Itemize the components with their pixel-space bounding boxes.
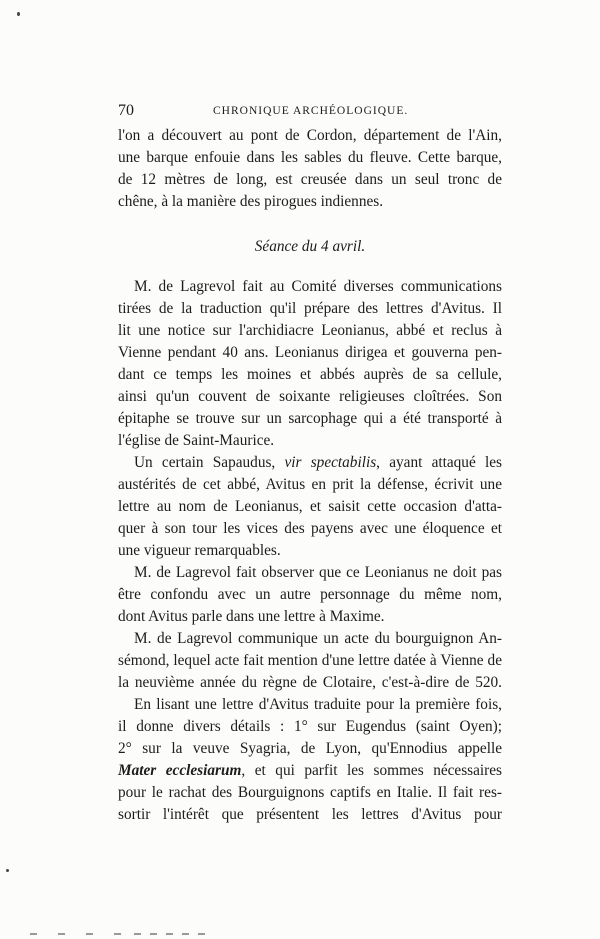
scan-dash <box>150 933 157 935</box>
text-line: épitaphe se trouve sur un sarcophage qui a été transporté à <box>118 410 502 427</box>
text-line: une vigueur remarquables. <box>118 542 281 559</box>
text-line: l'église de Saint-Maurice. <box>118 432 275 449</box>
scan-dash <box>134 933 141 935</box>
text-line: chêne, à la manière des pirogues indiennes. <box>118 193 384 210</box>
text-line: En lisant une lettre d'Avitus traduite pour la première fois, <box>134 696 502 713</box>
text-line: dont Avitus parle dans une lettre à Maxime. <box>118 608 385 625</box>
text-line: sémond, lequel acte fait mention d'une lettre datée à Vienne de <box>118 652 502 669</box>
page-number: 70 <box>118 102 134 119</box>
text-line: pour le rachat des Bourguignons captifs en Italie. Il fait res- <box>118 784 502 801</box>
text-line: austérités de cet abbé, Avitus en prit la défense, écrivit une <box>118 476 502 493</box>
latin-phrase: vir spectabilis <box>284 454 377 471</box>
running-head: CHRONIQUE ARCHÉOLOGIQUE. <box>213 105 409 117</box>
text-line: 2° sur la veuve Syagria, de Lyon, qu'Ennodius appelle <box>118 740 502 757</box>
text-line <box>134 452 502 474</box>
text-line: Vienne pendant 40 ans. Leonianus dirigea et gouverna pen- <box>118 344 502 361</box>
text-line: une barque enfouie dans les sables du fleuve. Cette barque, <box>118 149 502 166</box>
text-line: être confondu avec un autre personnage du même nom, <box>118 586 502 603</box>
text-line: il donne divers détails : 1° sur Eugendus (saint Oyen); <box>118 718 502 735</box>
text-line: M. de Lagrevol fait au Comité diverses communications <box>134 278 502 295</box>
scan-dash <box>114 933 121 935</box>
scan-edge-dashes <box>30 933 210 936</box>
text-line: tirées de la traduction qu'il prépare des lettres d'Avitus. Il <box>118 300 502 317</box>
text-line: lettre au nom de Leonianus, et saisit cette occasion d'atta- <box>118 498 502 515</box>
text-line: de 12 mètres de long, est creusée dans un seul tronc de <box>118 171 502 188</box>
text-segment: , et qui parfit les sommes nécessaires <box>241 762 502 779</box>
scan-dash <box>58 933 65 935</box>
scan-speck <box>6 869 9 872</box>
page-header <box>118 102 502 120</box>
text-line: quer à son tour les vices des payens avec une éloquence et <box>118 520 502 537</box>
text-segment: , ayant attaqué les <box>376 454 502 471</box>
text-line: la neuvième année du règne de Clotaire, c'est-à-dire de 520. <box>118 674 502 691</box>
scan-speck <box>17 12 20 16</box>
text-line: ainsi qu'un couvent de soixante religieuses cloîtrées. Son <box>118 388 502 405</box>
scan-dash <box>198 933 205 935</box>
scan-dash <box>166 933 173 935</box>
text-segment: Un certain Sapaudus, <box>134 454 285 471</box>
text-line: M. de Lagrevol fait observer que ce Leonianus ne doit pas <box>134 564 502 581</box>
text-line: dant ce temps les moines et abbés auprès de sa cellule, <box>118 366 502 383</box>
text-line: M. de Lagrevol communique un acte du bourguignon An- <box>134 630 502 647</box>
section-heading: Séance du 4 avril. <box>254 238 366 255</box>
text-line: lit une notice sur l'archidiacre Leonianus, abbé et reclus à <box>118 322 502 339</box>
scan-dash <box>86 933 93 935</box>
latin-phrase: Mater ecclesiarum <box>118 762 242 779</box>
text-line <box>118 760 502 782</box>
scan-dash <box>30 933 37 935</box>
text-line: sortir l'intérêt que présentent les lettres d'Avitus pour <box>118 806 502 823</box>
scan-dash <box>182 933 189 935</box>
text-line: l'on a découvert au pont de Cordon, département de l'Ain, <box>118 127 502 144</box>
